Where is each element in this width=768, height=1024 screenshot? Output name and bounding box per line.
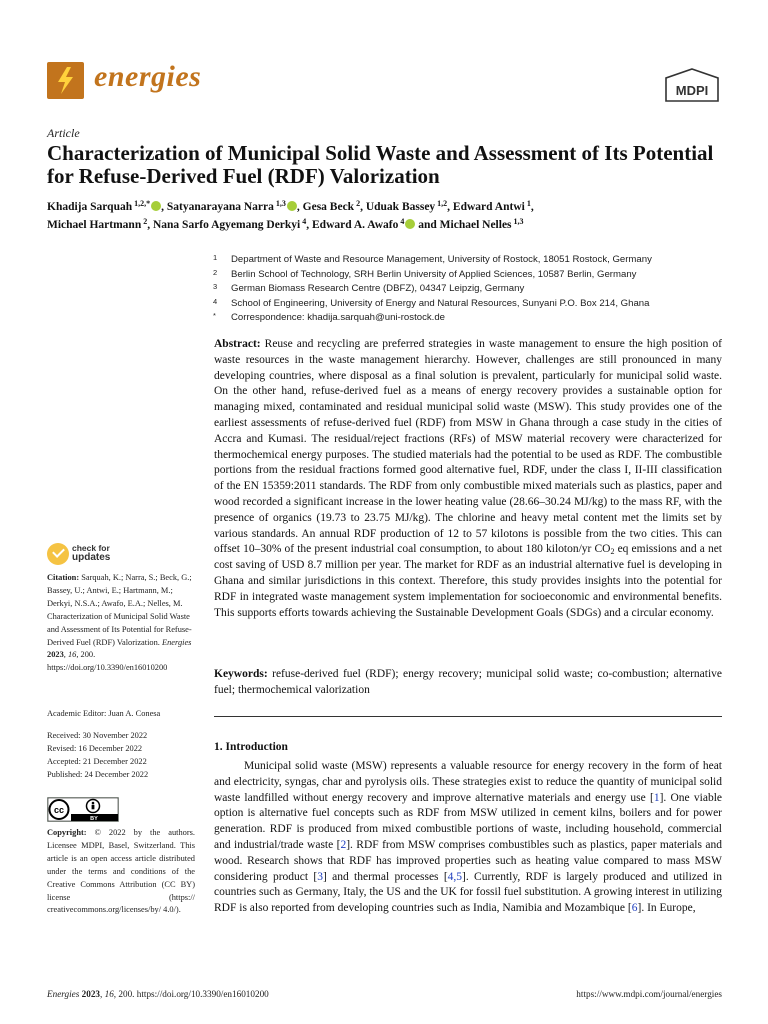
abstract-label: Abstract: <box>214 338 261 350</box>
journal-logo-icon <box>47 62 84 99</box>
dates-block <box>47 730 195 782</box>
author-affiliation-marker: 2 <box>354 199 361 208</box>
published-date: Published: 24 December 2022 <box>47 769 149 779</box>
citation-doi-link[interactable]: https://doi.org/10.3390/en16010200 <box>47 663 168 673</box>
author-name[interactable]: Gesa Beck <box>302 201 355 213</box>
received-date: Received: 30 November 2022 <box>47 731 148 740</box>
affiliation-item: 1 Department of Waste and Resource Management, University of Rostock, 18051 Rostock, Germany <box>213 253 652 265</box>
journal-name: energies <box>94 60 202 93</box>
author-name[interactable]: Edward Antwi <box>452 201 525 213</box>
author-affiliation-marker: 4 <box>398 217 405 226</box>
orcid-icon[interactable] <box>405 219 415 229</box>
article-title: Characterization of Municipal Solid Waste and Assessment of Its Potential for Refuse-Derived Fuel (RDF) Valorization <box>47 141 714 188</box>
footer-citation: Energies 2023, 16, 200. https://doi.org/10.3390/en16010200 <box>47 989 269 999</box>
check-icon <box>47 543 69 565</box>
svg-text:BY: BY <box>90 816 98 822</box>
author-affiliation-marker: 1,3 <box>511 217 524 226</box>
journal-url-link[interactable]: https://www.mdpi.com/journal/energies <box>576 989 722 999</box>
accepted-date: Accepted: 21 December 2022 <box>47 756 147 766</box>
author-name[interactable]: Nana Sarfo Agyemang Derkyi <box>152 219 301 231</box>
revised-date: Revised: 16 December 2022 <box>47 743 143 753</box>
ref-link[interactable]: 2 <box>340 838 347 851</box>
author-affiliation-marker: 4 <box>300 217 307 226</box>
citation-block: Citation: Sarquah, K.; Narra, S.; Beck, G.; Bassey, U.; Antwi, E.; Hartmann, M.; Derkyi, N.S.A.; Awafo, E.A.; Nelles, M. Characterization of Municipal Solid Waste and Assessment of Its Potential for Refuse-Derived Fuel (RDF) Valorization. Energies 2023, 16, 200. https://doi.org/10.3390/en16010200 <box>47 573 192 673</box>
author-affiliation-marker: 1 <box>524 199 531 208</box>
author-affiliation-marker: 2 <box>141 217 148 226</box>
author-affiliation-marker: 1,3 <box>273 199 286 208</box>
affiliations <box>213 253 733 326</box>
ref-link[interactable]: 3 <box>317 870 323 883</box>
academic-editor: Academic Editor: Juan A. Conesa <box>47 709 161 718</box>
ref-link[interactable]: 6 <box>631 902 638 915</box>
author-list: Khadija Sarquah $^{1,2,*}$ , Satyanarayana Narra $^{1,3}$ , Gesa Beck $^2$, Uduak Bassey $^{1,2}$, Edward Antwi $^1$, Michael Hartmann $^2$, Nana Sarfo Agyemang Derkyi $^4$, Edward A. Awafo $^4$ and Michael Nelles $^{1,3}$ <box>47 199 534 231</box>
svg-text:cc: cc <box>53 805 65 815</box>
orcid-icon[interactable] <box>287 201 297 211</box>
abstract-text: Reuse and recycling are preferred strategies in waste management to ensure the high position of waste resources in the waste management hierarchy. However, challenges are still pronounced in many developing countries, where disposal as a final solution is prevalent, particularly for municipal solid waste. On the other hand, refuse-derived fuel as a means of energy recovery provides a sustainable option for managing mixed, contaminated and residual municipal solid waste (MSW). This study provides one of the earliest assessments of refuse-derived fuel (RDF) from MSW in Ghana through a case study in the cities of Accra and Kumasi. The residual/reject fractions (RFs) of MSW material recovery were characterized for thermochemical energy purposes. The studied materials had the potential to be used as RDF. The combustible portions from the residual fractions formed good alternative fuel, RDF, under the class I, II-III classification of the EN 15359:2011 standards. The RDF from only combustible mixed materials such as plastics, paper and wood recorded a significant increase in the lower heating value (28.66–30.24 MJ/kg) to the mass RF, with the presence of organics (19.73 to 23.75 MJ/kg). The chlorine and heavy metal content met the limits set by various standards. An annual RDF production of 12 to 57 kilotons is possible from the two cities. This can offset 10–30% of the present industrial coal consumption, to about 180 kiloton/yr CO <box>214 338 723 556</box>
article-type: Article <box>47 126 80 140</box>
affiliation-item: 4 School of Engineering, University of Energy and Natural Resources, Sunyani P.O. Box 214, Ghana <box>213 296 650 309</box>
affiliation-item: * Correspondence: khadija.sarquah@uni-rostock.de <box>213 311 445 323</box>
mdpi-logo[interactable] <box>664 68 720 102</box>
keywords-label: Keywords: <box>214 668 268 680</box>
orcid-icon[interactable] <box>151 201 161 211</box>
introduction-paragraph: Municipal solid waste (MSW) represents a valuable resource for energy recovery in the form of heat and electricity, syngas, char and pyrolysis oils. These strategies exist to reduce the quantity of municipal solid waste landfilled without energy recovery and improve alternative materials and energy use [1]. One viable option is alternative fuel concepts such as RDF from MSW utilized in cement kilns, boilers and for power generation. RDF is produced from mixed combustible portions of waste, including household, commercial and industrial/trade waste [2]. RDF from MSW comprises combustibles such as plastics, paper materials and wood. Research shows that RDF has improved properties such as heating value compared to mass MSW considering product [3] and thermal processes [4,5]. Currently, RDF is largely produced and utilized in countries such as Germany, Italy, the US and the UK for fossil fuel substitution. A growing interest in utilizing RDF is also reported from developing countries such as India, Namibia and Mozambique [6]. In Europe, <box>214 760 722 915</box>
check-for-updates-button[interactable]: check for updates <box>47 543 167 567</box>
svg-text:MDPI: MDPI <box>675 83 709 98</box>
ref-link[interactable]: 1 <box>653 791 660 804</box>
keywords-text: refuse-derived fuel (RDF); energy recovery; municipal solid waste; co-combustion; alternative fuel; thermochemical valorization <box>214 668 723 696</box>
author-name[interactable]: Michael Nelles <box>439 219 512 231</box>
affiliation-item: 3 German Biomass Research Centre (DBFZ), 04347 Leipzig, Germany <box>213 282 525 294</box>
author-name[interactable]: Edward A. Awafo <box>312 219 399 231</box>
author-name[interactable]: Satyanarayana Narra <box>166 201 274 213</box>
copyright-block: Copyright: © 2022 by the authors. Licensee MDPI, Basel, Switzerland. This article is an open access article distributed under the terms and conditions of the Creative Commons Attribution (CC BY) license (https:// creativecommons.org/licenses/by/ 4.0/). <box>47 828 196 915</box>
author-name[interactable]: Khadija Sarquah <box>47 201 133 213</box>
divider <box>214 716 722 717</box>
affiliation-item: 2 Berlin School of Technology, SRH Berlin University of Applied Sciences, 10587 Berlin, Germany <box>213 267 637 280</box>
author-affiliation-marker: 1,2 <box>435 199 448 208</box>
author-name[interactable]: Uduak Bassey <box>365 201 436 213</box>
cc-by-license-icon[interactable] <box>47 797 119 822</box>
author-name[interactable]: Michael Hartmann <box>47 219 142 231</box>
section-heading: 1. Introduction <box>214 741 288 753</box>
ref-link[interactable]: 4,5 <box>447 870 463 883</box>
abstract-text-after: eq emissions and a net cost saving of USD 8.7 million per year. The market for RDF as an industrial alternative fuel is developing in Ghana and similar jurisdictions in this context. Therefore, this study provides insights into the potential for RDF in integrated waste management system implementation for socioeconomic and environmental benefits. This supports efforts towards achieving the Sustainable Development Goals (SDGs) and a circular economy. <box>214 543 722 619</box>
author-affiliation-marker: 1,2,* <box>132 199 151 208</box>
keywords <box>214 666 722 698</box>
abstract: Abstract: Reuse and recycling are preferred strategies in waste management to ensure the high position of waste resources in the waste management hierarchy. However, challenges are still pronounced in many developing countries, where disposal as a final solution is prevalent, particularly for municipal solid waste. On the other hand, refuse-derived fuel as a means of energy recovery provides a sustainable option for managing mixed, contaminated and residual municipal solid waste (MSW). This study provides one of the earliest assessments of refuse-derived fuel (RDF) from MSW in Ghana through a case study in the cities of Accra and Kumasi. The residual/reject fractions (RFs) of MSW material recovery were characterized for thermochemical energy purposes. The studied materials had the potential to be used as RDF. The combustible portions from the residual fractions formed good alternative fuel, RDF, under the class I, II-III classification of the EN 15359:2011 standards. The RDF from only combustible mixed materials such as plastics, paper and wood recorded a significant increase in the lower heating value (28.66–30.24 MJ/kg) to the mass RF, with the presence of organics (19.73 to 23.75 MJ/kg). The chlorine and heavy metal content met the limits set by various standards. An annual RDF production of 12 to 57 kilotons is possible from the two cities. This can offset 10–30% of the present industrial coal consumption, to about 180 kiloton/yr $CO_2$ eq emissions and a net cost saving of USD 8.7 million per year. The market for RDF as an industrial alternative fuel is developing in Ghana and similar jurisdictions in this context. Therefore, this study provides insights into the potential for RDF in integrated waste management system implementation for socioeconomic and environmental benefits. This supports efforts towards achieving the Sustainable Development Goals (SDGs) and a circular economy. <box>214 338 723 619</box>
